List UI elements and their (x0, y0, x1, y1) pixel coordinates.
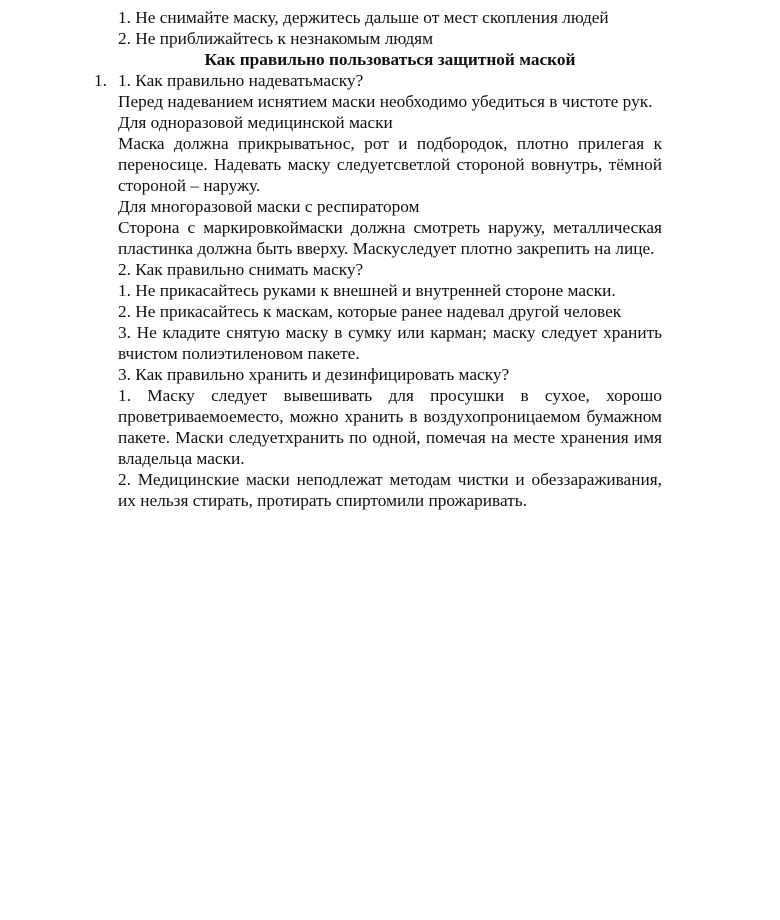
question-3-item-1: 1. Маску следует вывешивать для просушки в сухое, хорошо проветриваемоеместо, можно хранить в воздухопроницаемом бумажном пакете. Маски следуетхранить по одной, помечая на месте хранения имя владельца маски. (118, 386, 662, 468)
question-1-heading-row (94, 70, 662, 91)
question-2-item-2: 2. Не прикасайтесь к маскам, которые ранее надевал другой человек (118, 302, 622, 321)
question-1-heading: 1. Как правильно надеватьмаску? (118, 71, 364, 90)
list-marker: 1. (94, 71, 107, 90)
document-body (94, 7, 662, 511)
question-1-paragraph: Перед надеванием иснятием маски необходимо убедиться в чистоте рук. (118, 92, 653, 111)
disposable-mask-text: Маска должна прикрыватьнос, рот и подбородок, плотно прилегая к переносице. Надевать маску следуетсветлой стороной вовнутрь, тёмной стороной – наружу. (118, 134, 662, 195)
document-title: Как правильно пользоваться защитной маской (204, 50, 576, 69)
disposable-mask-heading: Для одноразовой медицинской маски (118, 113, 393, 132)
reusable-mask-heading: Для многоразовой маски с респиратором (118, 197, 420, 216)
question-2-item-1: 1. Не прикасайтесь руками к внешней и внутренней стороне маски. (118, 281, 616, 300)
question-2-heading: 2. Как правильно снимать маску? (118, 260, 364, 279)
question-2-item-3: 3. Не кладите снятую маску в сумку или карман; маску следует хранить вчистом полиэтиленовом пакете. (118, 323, 662, 363)
intro-line-1: 1. Не снимайте маску, держитесь дальше от мест скопления людей (118, 8, 609, 27)
intro-line-2: 2. Не приближайтесь к незнакомым людям (118, 29, 434, 48)
reusable-mask-text: Сторона с маркировкоймаски должна смотреть наружу, металлическая пластинка должна быть вверху. Маскуследует плотно закрепить на лице. (118, 218, 662, 258)
question-3-item-2: 2. Медицинские маски неподлежат методам чистки и обеззараживания, их нельзя стирать, протирать спиртомили прожаривать. (118, 470, 662, 510)
question-3-heading: 3. Как правильно хранить и дезинфицировать маску? (118, 365, 510, 384)
